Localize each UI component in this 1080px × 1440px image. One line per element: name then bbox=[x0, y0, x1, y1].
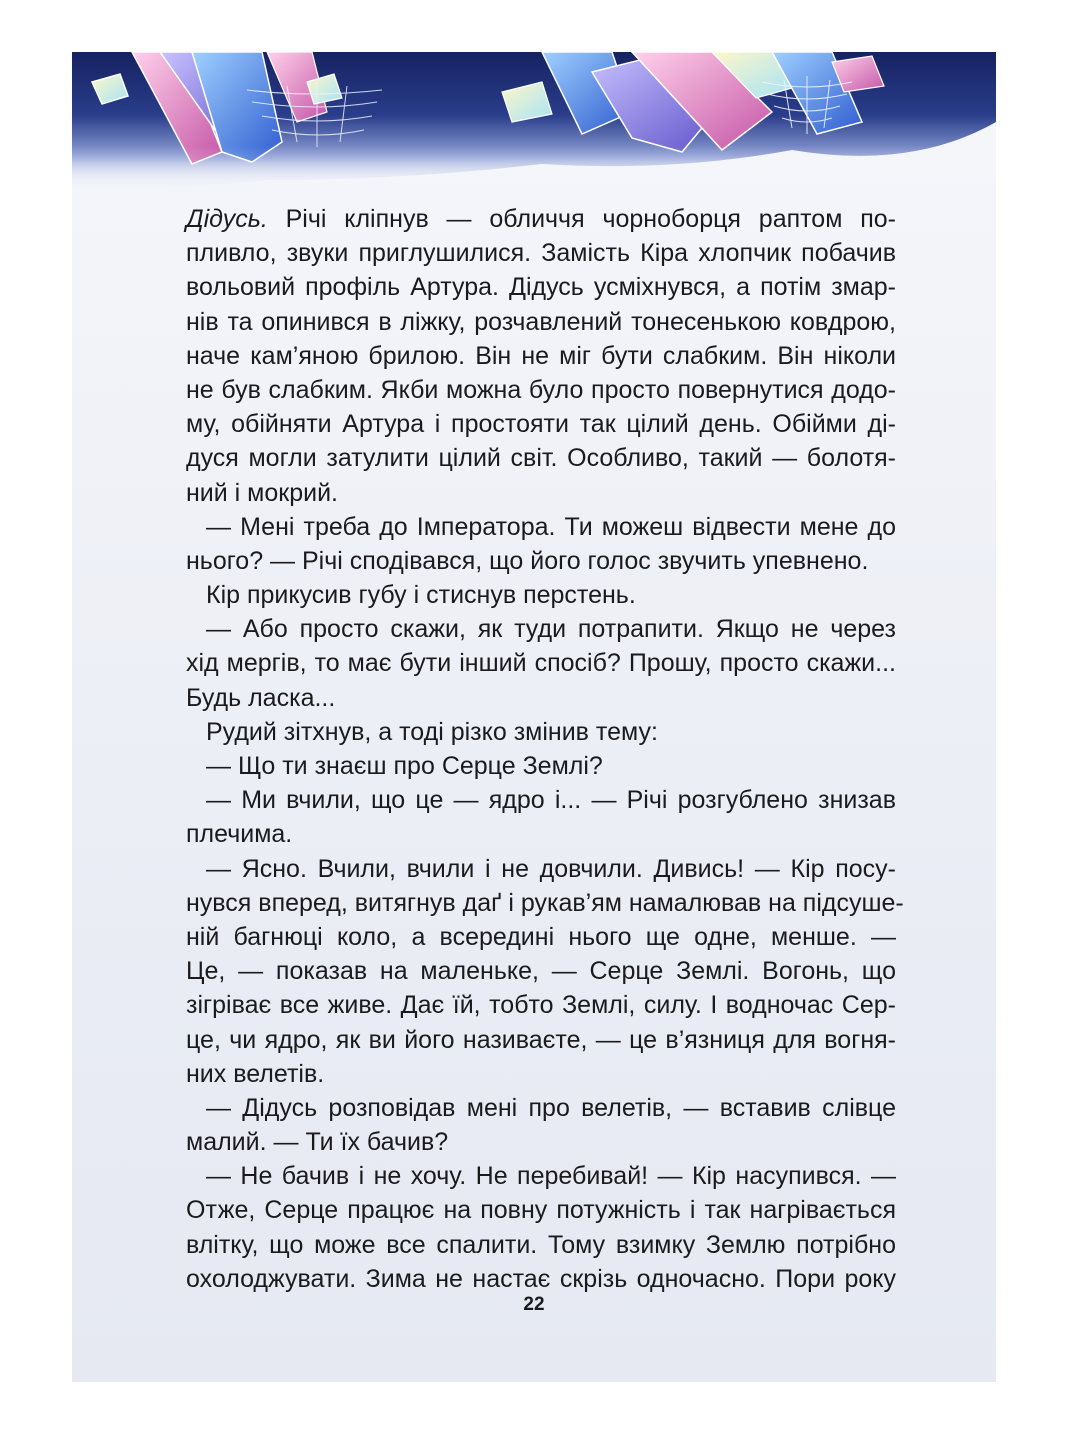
line-text: охолоджувати. Зима не настає скрізь одночасно. Пори року bbox=[186, 1264, 896, 1293]
line-text: пливло, звуки приглушилися. Замість Кіра хлопчик побачив bbox=[186, 239, 896, 268]
line-text: дуся могли затулити цілий світ. Особливо, такий — болотя- bbox=[186, 444, 896, 473]
line-text: Це, — показав на маленьке, — Серце Землі. Вогонь, що bbox=[186, 957, 896, 986]
text-line bbox=[186, 1057, 896, 1091]
text-line bbox=[186, 681, 896, 715]
line-text: наче кам’яною брилою. Він не міг бути слабким. Він ніколи bbox=[186, 341, 896, 370]
line-text: — Або просто скажи, як туди потрапити. Якщо не через bbox=[206, 615, 896, 644]
page-number: 22 bbox=[523, 1294, 545, 1315]
text-line bbox=[186, 852, 896, 886]
crystals-and-cobwebs-icon bbox=[72, 52, 996, 222]
line-text: нувся вперед, витягнув даґ і рукав’ям намалював на підсуше- bbox=[186, 888, 904, 917]
text-line bbox=[186, 270, 896, 304]
line-text: Будь ласка... bbox=[186, 683, 336, 712]
text-line bbox=[186, 646, 896, 680]
text-line bbox=[186, 1091, 896, 1125]
text-line bbox=[186, 1193, 896, 1227]
line-text: — Не бачив і не хочу. Не перебивай! — Кір насупився. — bbox=[206, 1162, 896, 1191]
line-text: — Мені треба до Імператора. Ти можеш відвести мене до bbox=[206, 512, 896, 541]
line-text: це, чи ядро, як ви його називаєте, — це в’язниця для вогня- bbox=[186, 1025, 896, 1054]
line-text: му, обійняти Артура і простояти так цілий день. Обійми ді- bbox=[186, 410, 896, 439]
line-text: — Що ти знаєш про Серце Землі? bbox=[206, 752, 603, 780]
text-line bbox=[186, 441, 896, 475]
text-line bbox=[186, 373, 896, 407]
text-line bbox=[186, 920, 896, 954]
text-line bbox=[186, 407, 896, 441]
text-line bbox=[186, 715, 896, 749]
text-line bbox=[186, 954, 896, 988]
text-line bbox=[186, 236, 896, 270]
line-text: плечима. bbox=[186, 820, 293, 849]
text-line bbox=[186, 544, 896, 578]
text-line bbox=[186, 578, 896, 612]
text-line bbox=[186, 817, 896, 851]
text-line bbox=[186, 339, 896, 373]
line-text: нього? — Річі сподівався, що його голос звучить упевнено. bbox=[186, 546, 869, 575]
line-text: вольовий профіль Артура. Дідусь усміхнувся, а потім змар- bbox=[186, 273, 896, 302]
line-text: ний і мокрий. bbox=[186, 478, 338, 507]
italic-lead: Дідусь. bbox=[186, 205, 268, 233]
line-text: — Ясно. Вчили, вчили і не довчили. Дивись! — Кір посу- bbox=[206, 854, 896, 883]
text-line bbox=[186, 305, 896, 339]
page-body bbox=[186, 202, 904, 1296]
text-line bbox=[186, 783, 896, 817]
text-line bbox=[186, 1023, 896, 1057]
line-text: зігріває все живе. Дає їй, тобто Землі, силу. І водночас Сер- bbox=[186, 991, 896, 1020]
line-text: — Дідусь розповідав мені про велетів, — вставив слівце bbox=[206, 1093, 896, 1122]
line-text: не був слабким. Якби можна було просто повернутися додо- bbox=[186, 375, 896, 404]
text-line bbox=[186, 202, 896, 236]
text-line bbox=[186, 1262, 896, 1296]
text-line bbox=[186, 1125, 896, 1159]
text-line bbox=[186, 612, 896, 646]
line-text: хід мергів, то має бути інший спосіб? Прошу, просто скажи... bbox=[186, 649, 896, 678]
line-text: малий. — Ти їх бачив? bbox=[186, 1128, 449, 1157]
line-text: Отже, Серце працює на повну потужність і так нагрівається bbox=[186, 1196, 896, 1225]
line-text: Річі кліпнув — обличчя чорноборця раптом по- bbox=[267, 205, 896, 233]
line-text: ній багнюці коло, а всередині нього ще одне, менше. — bbox=[186, 922, 896, 951]
text-line bbox=[186, 988, 896, 1022]
line-text: нів та опинився в ліжку, розчавлений тонесенькою ковдрою, bbox=[186, 307, 896, 336]
text-line bbox=[186, 1228, 896, 1262]
line-text: — Ми вчили, що це — ядро і... — Річі розгублено знизав bbox=[206, 786, 896, 815]
text-line bbox=[186, 886, 904, 920]
line-text: них велетів. bbox=[186, 1059, 325, 1088]
text-line bbox=[186, 1159, 896, 1193]
book-page bbox=[72, 52, 996, 1382]
line-text: влітку, що може все спалити. Тому взимку Землю потрібно bbox=[186, 1230, 896, 1259]
line-text: Рудий зітхнув, а тоді різко змінив тему: bbox=[206, 717, 658, 746]
text-line bbox=[186, 510, 896, 544]
line-text: Кір прикусив губу і стиснув перстень. bbox=[206, 581, 636, 610]
text-line bbox=[186, 749, 896, 783]
text-line bbox=[186, 476, 896, 510]
